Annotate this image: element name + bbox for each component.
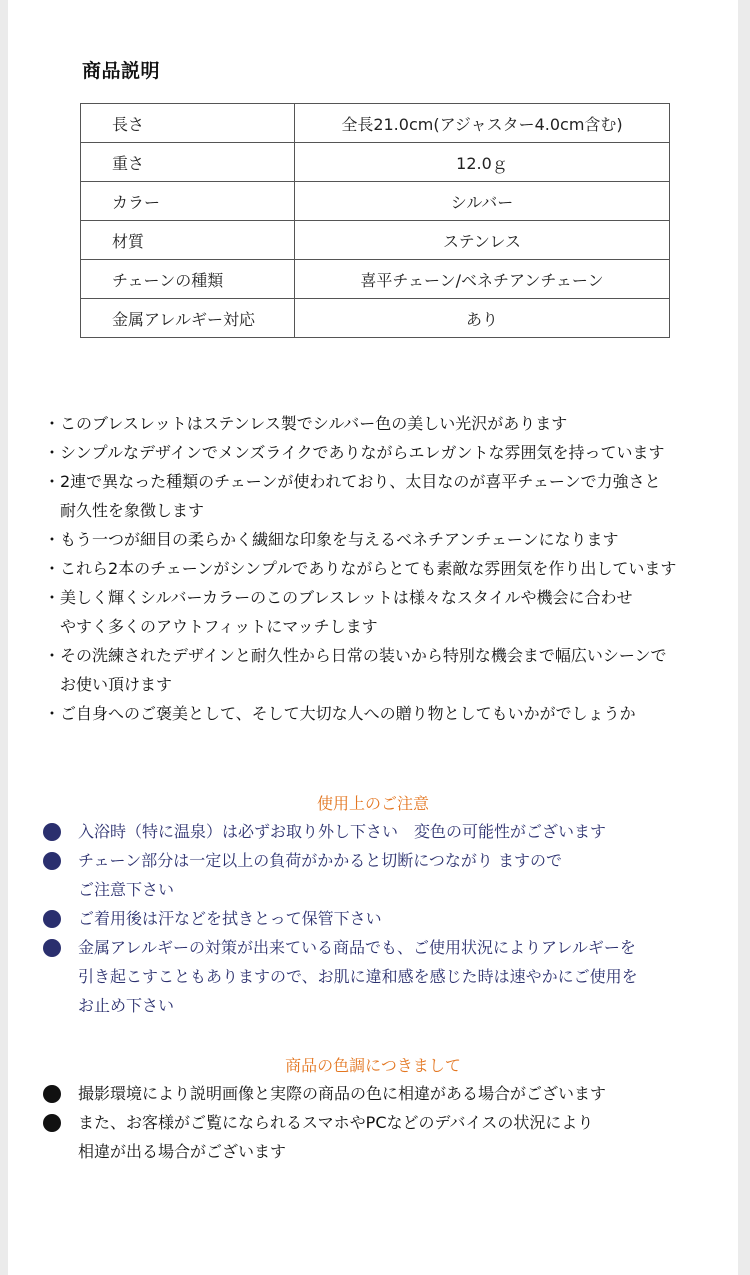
list-item bbox=[44, 467, 676, 525]
list-item bbox=[43, 846, 638, 904]
spec-label: 重さ bbox=[81, 143, 295, 182]
description-text: 2連で異なった種類のチェーンが使われており、太目なのが喜平チェーンで力強さと 耐久性を象徴します bbox=[60, 472, 661, 520]
spec-label: 長さ bbox=[81, 104, 295, 143]
spec-label: 材質 bbox=[81, 221, 295, 260]
bullet-mark: ・ bbox=[44, 472, 61, 491]
description-text: その洗練されたデザインと耐久性から日常の装いから特別な機会まで幅広いシーンで お使い頂けます bbox=[60, 646, 667, 694]
bullet-dot-icon bbox=[43, 1114, 61, 1132]
bullet-mark: ・ bbox=[44, 414, 61, 433]
bullet-mark: ・ bbox=[44, 559, 61, 578]
description-list bbox=[44, 409, 676, 728]
spec-label: 金属アレルギー対応 bbox=[81, 299, 295, 338]
table-row bbox=[81, 299, 670, 338]
description-text: シンプルなデザインでメンズライクでありながらエレガントな雰囲気を持っています bbox=[60, 443, 665, 462]
caution-list bbox=[43, 817, 638, 1020]
description-text: これら2本のチェーンがシンプルでありながらとても素敵な雰囲気を作り出しています bbox=[60, 559, 677, 578]
description-text: このブレスレットはステンレス製でシルバー色の美しい光沢があります bbox=[60, 414, 568, 433]
color-note-title: 商品の色調につきまして bbox=[285, 1056, 461, 1075]
bullet-dot-icon bbox=[43, 939, 61, 957]
spec-value: あり bbox=[295, 299, 670, 338]
bullet-mark: ・ bbox=[44, 704, 61, 723]
list-item bbox=[43, 817, 638, 846]
list-item bbox=[44, 525, 676, 554]
caution-text: ご着用後は汗などを拭きとって保管下さい bbox=[78, 909, 382, 928]
spec-label: チェーンの種類 bbox=[81, 260, 295, 299]
bullet-dot-icon bbox=[43, 910, 61, 928]
caution-text: チェーン部分は一定以上の負荷がかかると切断につながり ますので ご注意下さい bbox=[78, 851, 562, 899]
color-note-text: 撮影環境により説明画像と実際の商品の色に相違がある場合がございます bbox=[78, 1084, 607, 1103]
spec-value: 12.0ｇ bbox=[295, 143, 670, 182]
list-item bbox=[43, 933, 638, 1020]
list-item bbox=[44, 409, 676, 438]
spec-value: ステンレス bbox=[295, 221, 670, 260]
list-item bbox=[44, 641, 676, 699]
list-item bbox=[44, 583, 676, 641]
list-item bbox=[43, 904, 638, 933]
list-item bbox=[43, 1108, 606, 1166]
table-row bbox=[81, 104, 670, 143]
list-item bbox=[44, 554, 676, 583]
bullet-dot-icon bbox=[43, 852, 61, 870]
spec-table bbox=[80, 103, 670, 338]
spec-label: カラー bbox=[81, 182, 295, 221]
bullet-dot-icon bbox=[43, 823, 61, 841]
color-note-text: また、お客様がご覧になられるスマホやPCなどのデバイスの状況により 相違が出る場合がございます bbox=[78, 1113, 594, 1161]
list-item bbox=[44, 699, 676, 728]
color-note-list bbox=[43, 1079, 606, 1166]
spec-value: 全長21.0cm(アジャスター4.0cm含む) bbox=[295, 104, 670, 143]
description-text: 美しく輝くシルバーカラーのこのブレスレットは様々なスタイルや機会に合わせ やすく多くのアウトフィットにマッチします bbox=[60, 588, 633, 636]
page-title: 商品説明 bbox=[82, 60, 161, 82]
spec-value: シルバー bbox=[295, 182, 670, 221]
description-text: ご自身へのご褒美として、そして大切な人への贈り物としてもいかがでしょうか bbox=[60, 704, 636, 723]
product-description-page bbox=[8, 0, 738, 1275]
table-row bbox=[81, 143, 670, 182]
caution-text: 金属アレルギーの対策が出来ている商品でも、ご使用状況によりアレルギーを 引き起こすこともありますので、お肌に違和感を感じた時は速やかにご使用を お止め下さい bbox=[78, 938, 638, 1015]
caution-text: 入浴時（特に温泉）は必ずお取り外し下さい 変色の可能性がございます bbox=[78, 822, 607, 841]
bullet-mark: ・ bbox=[44, 646, 61, 665]
caution-title: 使用上のご注意 bbox=[316, 794, 429, 813]
table-row bbox=[81, 260, 670, 299]
table-row bbox=[81, 221, 670, 260]
bullet-mark: ・ bbox=[44, 443, 61, 462]
table-row bbox=[81, 182, 670, 221]
bullet-mark: ・ bbox=[44, 588, 61, 607]
bullet-mark: ・ bbox=[44, 530, 61, 549]
spec-value: 喜平チェーン/ベネチアンチェーン bbox=[295, 260, 670, 299]
list-item bbox=[43, 1079, 606, 1108]
bullet-dot-icon bbox=[43, 1085, 61, 1103]
description-text: もう一つが細目の柔らかく繊細な印象を与えるベネチアンチェーンになります bbox=[60, 530, 619, 549]
list-item bbox=[44, 438, 676, 467]
